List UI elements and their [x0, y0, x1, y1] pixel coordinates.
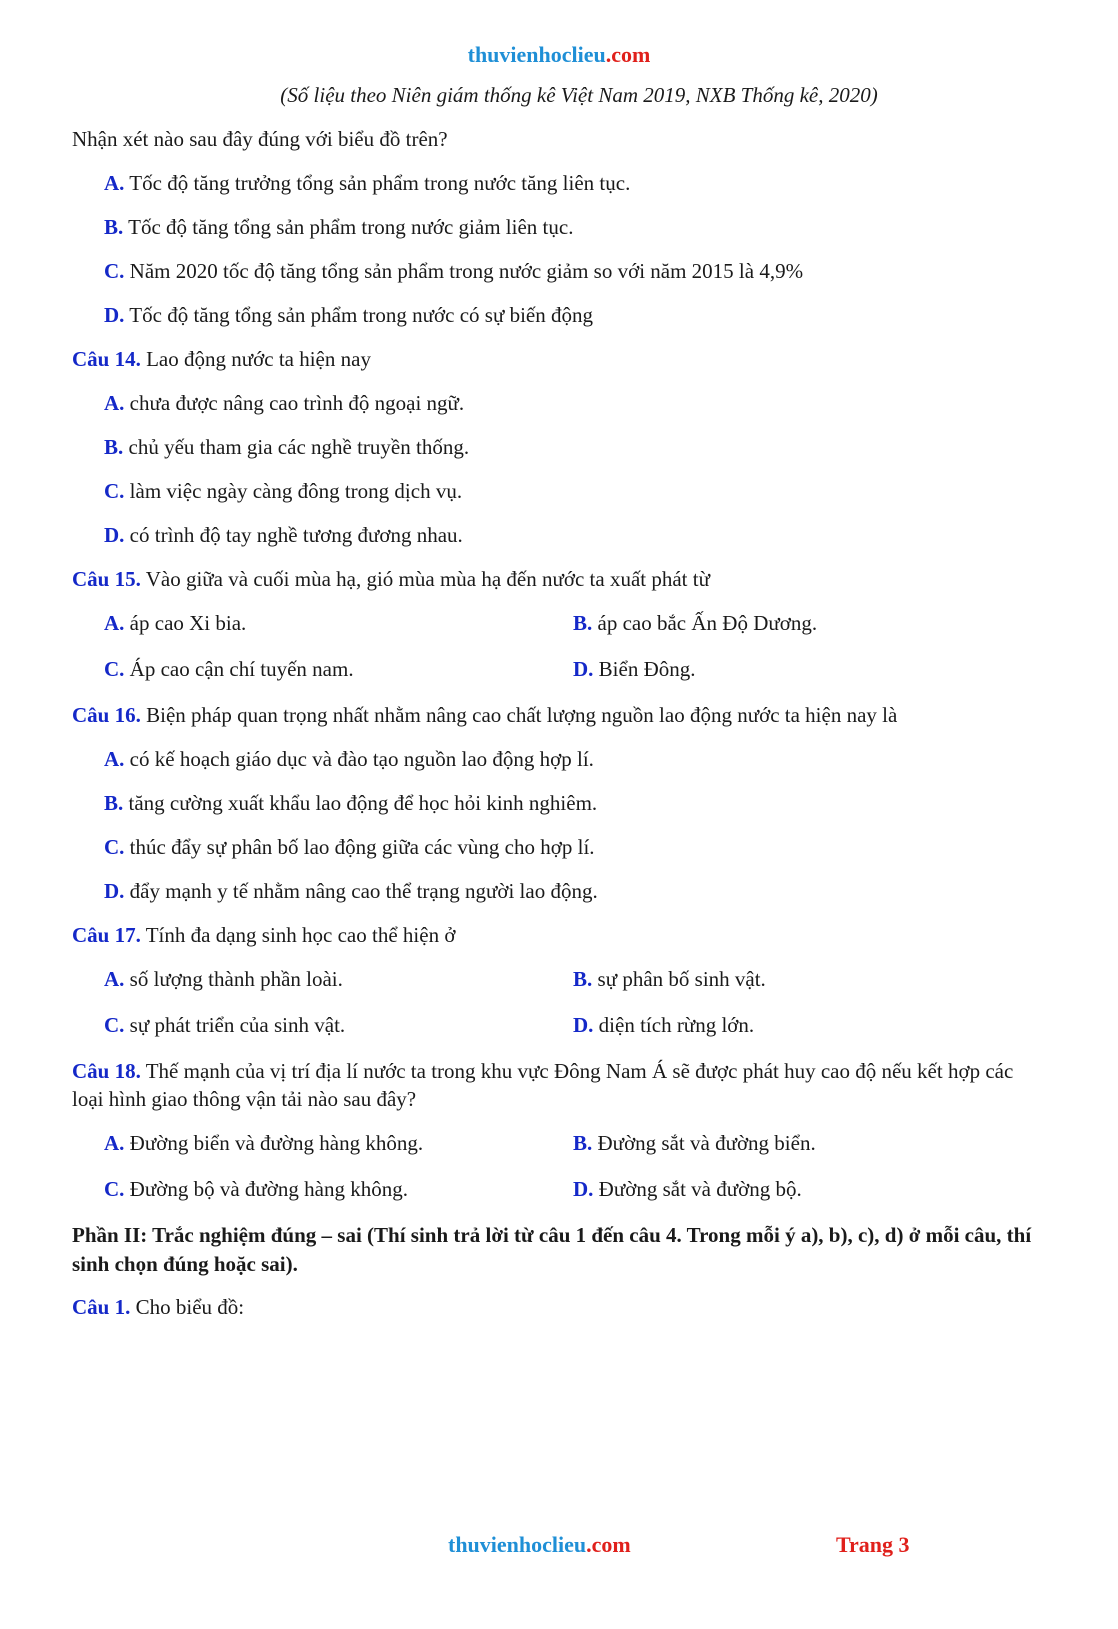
- q18-options-row-1: [72, 1129, 1042, 1157]
- site-name-domain: .com: [605, 42, 651, 67]
- option-letter: A.: [104, 611, 125, 635]
- q14-option-b: [72, 433, 1042, 461]
- option-letter: D.: [104, 879, 125, 903]
- question-number: Câu 15.: [72, 567, 141, 591]
- option-letter: B.: [104, 791, 124, 815]
- question-number: Câu 1.: [72, 1295, 131, 1319]
- q16-option-d: [72, 877, 1042, 905]
- q14-option-c: [72, 477, 1042, 505]
- option-text: Năm 2020 tốc độ tăng tổng sản phẩm trong nước giảm so với năm 2015 là 4,9%: [124, 259, 804, 283]
- option-text: tăng cường xuất khẩu lao động để học hỏi kinh nghiêm.: [123, 791, 598, 815]
- option-letter: B.: [573, 611, 593, 635]
- q18-option-b: [573, 1129, 1042, 1157]
- site-name-main: thuvienhoclieu: [448, 1532, 587, 1557]
- option-text: Đường sắt và đường biển.: [592, 1131, 816, 1155]
- q15-option-b: [573, 609, 1042, 637]
- q18-option-c: [104, 1175, 573, 1203]
- q16-option-b: [72, 789, 1042, 817]
- option-text: sự phân bố sinh vật.: [592, 967, 766, 991]
- q13-option-a: [72, 169, 1042, 197]
- question-13-stem: Nhận xét nào sau đây đúng với biểu đồ trên?: [72, 127, 448, 151]
- q16-option-c: [72, 833, 1042, 861]
- option-letter: B.: [104, 435, 124, 459]
- option-text: áp cao Xi bia.: [124, 611, 247, 635]
- q15-option-c: [104, 655, 573, 683]
- option-letter: A.: [104, 391, 125, 415]
- option-text: làm việc ngày càng đông trong dịch vụ.: [124, 479, 463, 503]
- q16-option-a: [72, 745, 1042, 773]
- question-stem: Lao động nước ta hiện nay: [140, 347, 371, 371]
- option-text: Đường biển và đường hàng không.: [124, 1131, 424, 1155]
- q17-option-a: [104, 965, 573, 993]
- question-stem: Thế mạnh của vị trí địa lí nước ta trong khu vực Đông Nam Á sẽ được phát huy cao độ nếu kết hợp các loại hình giao thông vận tải nào sau đây?: [72, 1059, 1014, 1111]
- page-number: Trang 3: [836, 1532, 910, 1557]
- q17-option-b: [573, 965, 1042, 993]
- q17-option-c: [104, 1011, 573, 1039]
- question-stem: Biện pháp quan trọng nhất nhằm nâng cao chất lượng nguồn lao động nước ta hiện nay là: [140, 703, 898, 727]
- header-site-name: [0, 42, 1118, 68]
- question-17: [72, 921, 1042, 949]
- option-text: Tốc độ tăng tổng sản phẩm trong nước giảm liên tục.: [123, 215, 574, 239]
- option-text: chủ yếu tham gia các nghề truyền thống.: [123, 435, 470, 459]
- footer-site-name: [448, 1532, 631, 1558]
- option-letter: C.: [104, 657, 125, 681]
- q18-options-row-2: [72, 1175, 1042, 1203]
- option-letter: A.: [104, 1131, 125, 1155]
- q18-option-d: [573, 1175, 1042, 1203]
- option-letter: A.: [104, 747, 125, 771]
- option-text: Đường bộ và đường hàng không.: [124, 1177, 408, 1201]
- q13-option-c: [72, 257, 1042, 285]
- site-name-domain: .com: [586, 1532, 631, 1557]
- question-number: Câu 16.: [72, 703, 141, 727]
- option-letter: B.: [104, 215, 124, 239]
- q15-options-row-2: [72, 655, 1042, 683]
- option-text: Đường sắt và đường bộ.: [593, 1177, 802, 1201]
- option-text: có trình độ tay nghề tương đương nhau.: [124, 523, 463, 547]
- q14-option-d: [72, 521, 1042, 549]
- option-text: thúc đẩy sự phân bố lao động giữa các vùng cho hợp lí.: [124, 835, 595, 859]
- option-letter: C.: [104, 835, 125, 859]
- option-text: chưa được nâng cao trình độ ngoại ngữ.: [124, 391, 465, 415]
- question-15: [72, 565, 1042, 593]
- q14-option-a: [72, 389, 1042, 417]
- option-text: số lượng thành phần loài.: [124, 967, 343, 991]
- q13-option-d: [72, 301, 1042, 329]
- option-text: sự phát triển của sinh vật.: [124, 1013, 346, 1037]
- q17-options-row-2: [72, 1011, 1042, 1039]
- option-letter: D.: [104, 523, 125, 547]
- q17-option-d: [573, 1011, 1042, 1039]
- question-18: [72, 1057, 1042, 1113]
- question-stem: Tính đa dạng sinh học cao thể hiện ở: [140, 923, 456, 947]
- option-letter: B.: [573, 1131, 593, 1155]
- option-letter: C.: [104, 1177, 125, 1201]
- option-letter: C.: [104, 1013, 125, 1037]
- option-text: đẩy mạnh y tế nhằm nâng cao thể trạng người lao động.: [124, 879, 598, 903]
- option-text: Tốc độ tăng tổng sản phẩm trong nước có sự biến động: [124, 303, 593, 327]
- option-text: Áp cao cận chí tuyến nam.: [124, 657, 354, 681]
- question-stem: Vào giữa và cuối mùa hạ, gió mùa mùa hạ đến nước ta xuất phát từ: [140, 567, 710, 591]
- option-letter: A.: [104, 967, 125, 991]
- part-2-question-1: [72, 1293, 1042, 1321]
- site-name-main: thuvienhoclieu: [467, 42, 606, 67]
- question-14: [72, 345, 1042, 373]
- q15-option-a: [104, 609, 573, 637]
- question-number: Câu 18.: [72, 1059, 141, 1083]
- option-text: Biển Đông.: [593, 657, 696, 681]
- q18-option-a: [104, 1129, 573, 1157]
- document-body: [72, 125, 1042, 1337]
- option-letter: D.: [573, 1013, 594, 1037]
- option-letter: C.: [104, 479, 125, 503]
- option-text: diện tích rừng lớn.: [593, 1013, 755, 1037]
- q13-option-b: [72, 213, 1042, 241]
- question-number: Câu 14.: [72, 347, 141, 371]
- q15-option-d: [573, 655, 1042, 683]
- option-letter: D.: [573, 657, 594, 681]
- source-note: (Số liệu theo Niên giám thống kê Việt Nam 2019, NXB Thống kê, 2020): [280, 83, 878, 107]
- option-text: Tốc độ tăng trưởng tổng sản phẩm trong nước tăng liên tục.: [124, 171, 631, 195]
- option-text: có kế hoạch giáo dục và đào tạo nguồn lao động hợp lí.: [124, 747, 594, 771]
- q17-options-row-1: [72, 965, 1042, 993]
- question-number: Câu 17.: [72, 923, 141, 947]
- option-letter: D.: [104, 303, 125, 327]
- q15-options-row-1: [72, 609, 1042, 637]
- option-text: áp cao bắc Ấn Độ Dương.: [592, 611, 818, 635]
- option-letter: D.: [573, 1177, 594, 1201]
- part-2-heading: Phần II: Trắc nghiệm đúng – sai (Thí sinh trả lời từ câu 1 đến câu 4. Trong mỗi ý a), b), c), d) ở mỗi câu, thí sinh chọn đúng hoặc sai).: [72, 1223, 1032, 1276]
- question-stem: Cho biểu đồ:: [130, 1295, 245, 1319]
- option-letter: B.: [573, 967, 593, 991]
- option-letter: C.: [104, 259, 125, 283]
- question-16: [72, 701, 1042, 729]
- option-letter: A.: [104, 171, 125, 195]
